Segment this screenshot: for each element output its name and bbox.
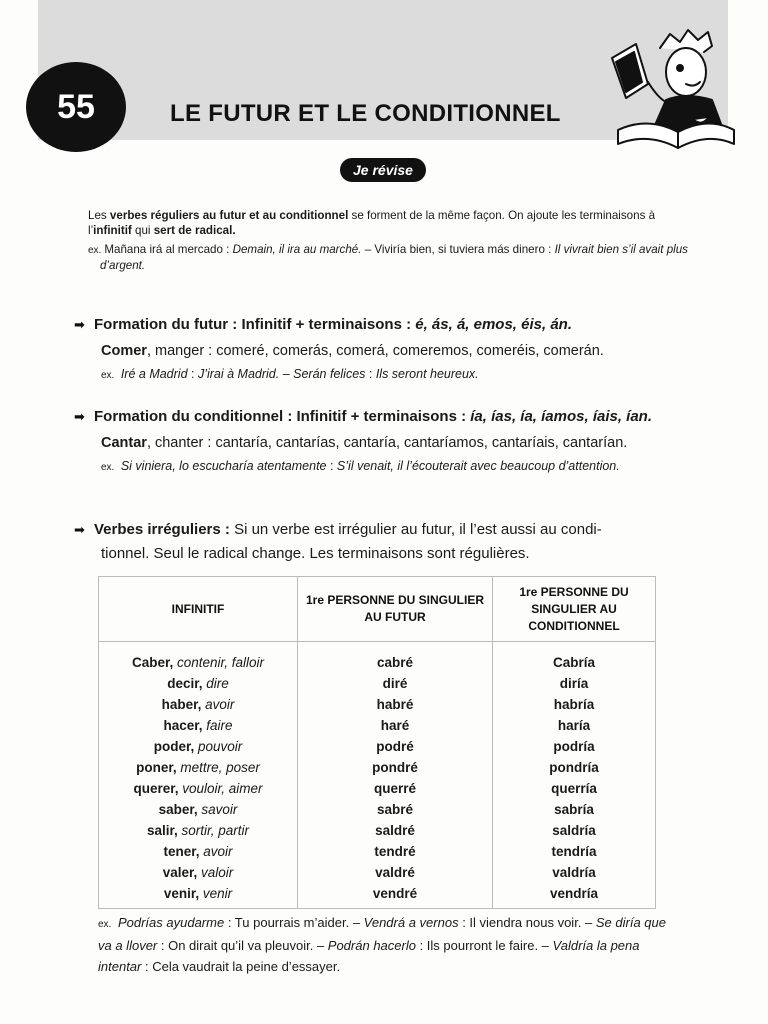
- cell-infinitif: [99, 694, 298, 715]
- section-futur: [74, 314, 714, 385]
- cell-futur: valdré: [298, 862, 493, 883]
- cell-futur: tendré: [298, 841, 493, 862]
- cell-conditionnel: tendría: [493, 841, 656, 862]
- futur-heading-text: Formation du futur : Infinitif + terminaisons :: [94, 316, 416, 333]
- conditionnel-example: [101, 457, 714, 477]
- je-revise-badge: Je révise: [340, 158, 426, 182]
- cell-conditionnel: pondría: [493, 757, 656, 778]
- table-row: [99, 694, 656, 715]
- irreguliers-heading: Verbes irréguliers :: [94, 521, 230, 538]
- example-spanish: Valdría la pena intentar: [98, 938, 640, 974]
- table-row: [99, 673, 656, 694]
- verb: poder,: [153, 739, 195, 754]
- example-label: ex.: [101, 462, 115, 473]
- example-text: : Ils pourront le faire. –: [415, 938, 553, 953]
- cell-conditionnel: diría: [493, 673, 656, 694]
- futur-example: [101, 365, 714, 385]
- arrow-right-icon: ➡: [74, 522, 85, 537]
- cell-conditionnel: valdría: [493, 862, 656, 883]
- cell-infinitif: [99, 820, 298, 841]
- verb: valer,: [162, 865, 198, 880]
- verb: hacer,: [163, 718, 203, 733]
- table-row: [99, 841, 656, 862]
- translation: venir: [202, 886, 233, 901]
- cell-conditionnel: vendría: [493, 883, 656, 909]
- cell-infinitif: [99, 862, 298, 883]
- section-irreguliers: [74, 518, 694, 566]
- cell-infinitif: [99, 799, 298, 820]
- irreguliers-text: tionnel. Seul le radical change. Les terminaisons sont régulières.: [101, 545, 530, 562]
- table-row: [99, 799, 656, 820]
- translation: vouloir, aimer: [182, 781, 263, 796]
- intro-bold: sert de radical.: [153, 224, 236, 237]
- cell-conditionnel: haría: [493, 715, 656, 736]
- irregular-verbs-table: [98, 576, 656, 909]
- example-spanish: Podrías ayudarme: [117, 915, 225, 930]
- irreguliers-line1: [74, 518, 694, 542]
- translation: pouvoir: [198, 739, 243, 754]
- arrow-right-icon: ➡: [74, 317, 85, 332]
- cell-infinitif: [99, 642, 298, 674]
- cell-infinitif: [99, 673, 298, 694]
- translation: sortir, partir: [181, 823, 250, 838]
- intro-paragraph: [88, 208, 688, 273]
- cell-conditionnel: saldría: [493, 820, 656, 841]
- lesson-number: 55: [57, 87, 95, 126]
- arrow-right-icon: ➡: [74, 409, 85, 424]
- cell-conditionnel: querría: [493, 778, 656, 799]
- cell-futur: pondré: [298, 757, 493, 778]
- table-row: [99, 642, 656, 674]
- example-text: :: [326, 459, 337, 473]
- intro-text: se forment de la même façon. On ajoute les terminaisons à l’: [88, 209, 656, 237]
- cell-futur: diré: [298, 673, 493, 694]
- example-spanish: Si viniera, lo escucharía atentamente: [120, 459, 327, 473]
- table-row: [99, 778, 656, 799]
- translation: contenir, falloir: [177, 655, 265, 670]
- irreguliers-text: Si un verbe est irrégulier au futur, il l’est aussi au condi-: [229, 521, 602, 538]
- example-text: : Cela vaudrait la peine d’essayer.: [141, 959, 341, 974]
- verb: saber,: [158, 802, 198, 817]
- intro-rule: [88, 208, 688, 238]
- conditionnel-heading-text: Formation du conditionnel : Infinitif + terminaisons :: [94, 408, 471, 425]
- section-conditionnel: [74, 406, 714, 477]
- example-translation: J’irai à Madrid.: [197, 367, 280, 381]
- example-text: :: [365, 367, 376, 381]
- col-conditionnel: 1re PERSONNE DU SINGULIER AU CONDITIONNEL: [493, 577, 656, 642]
- translation: mettre, poser: [180, 760, 260, 775]
- futur-conjugation: [101, 339, 714, 363]
- translation: savoir: [201, 802, 238, 817]
- cell-futur: habré: [298, 694, 493, 715]
- table-row: [99, 820, 656, 841]
- col-futur: 1re PERSONNE DU SINGULIER AU FUTUR: [298, 577, 493, 642]
- reading-student-illustration: [608, 22, 738, 154]
- lesson-number-badge: [26, 62, 126, 152]
- cell-futur: cabré: [298, 642, 493, 674]
- example-spanish: Podrán hacerlo: [327, 938, 416, 953]
- cell-futur: querré: [298, 778, 493, 799]
- cell-futur: vendré: [298, 883, 493, 909]
- futur-verb: Comer: [101, 343, 147, 359]
- example-label: ex.: [98, 919, 112, 930]
- cell-infinitif: [99, 841, 298, 862]
- example-translation: S’il venait, il l’écouterait avec beaucoup d’attention.: [336, 459, 620, 473]
- example-spanish: Se diría que va a llover: [98, 915, 666, 953]
- verb: decir,: [167, 676, 203, 691]
- example-spanish: Serán felices: [293, 367, 366, 381]
- cell-futur: haré: [298, 715, 493, 736]
- cell-infinitif: [99, 883, 298, 909]
- example-translation: Il vivrait bien s’il avait plus d’argent.: [100, 243, 688, 272]
- verb: poner,: [136, 760, 177, 775]
- intro-text: qui: [131, 224, 154, 237]
- example-spanish: Iré a Madrid: [120, 367, 188, 381]
- example-label: ex.: [101, 370, 115, 381]
- cell-conditionnel: habría: [493, 694, 656, 715]
- futur-conj-text: , manger : comeré, comerás, comerá, comeremos, comeréis, comerán.: [146, 343, 604, 359]
- table-row: [99, 883, 656, 909]
- translation: dire: [206, 676, 229, 691]
- futur-heading: [74, 314, 714, 336]
- page-title: LE FUTUR ET LE CONDITIONNEL: [170, 100, 561, 127]
- verb: haber,: [161, 697, 202, 712]
- example-text: :: [187, 367, 198, 381]
- example-text: Mañana irá al mercado :: [104, 243, 233, 256]
- example-text: –: [279, 367, 294, 381]
- verb: tener,: [163, 844, 200, 859]
- conditionnel-conjugation: [101, 431, 714, 455]
- table-row: [99, 862, 656, 883]
- cell-infinitif: [99, 778, 298, 799]
- futur-endings: é, ás, á, emos, éis, án.: [415, 316, 573, 333]
- translation: valoir: [201, 865, 234, 880]
- cell-futur: saldré: [298, 820, 493, 841]
- table-row: [99, 736, 656, 757]
- translation: avoir: [203, 844, 233, 859]
- verb: Caber,: [131, 655, 174, 670]
- translation: avoir: [205, 697, 235, 712]
- conditionnel-conj-text: , chanter : cantaría, cantarías, cantaría, cantaríamos, cantaríais, cantarían.: [146, 435, 628, 451]
- conditionnel-verb: Cantar: [101, 435, 147, 451]
- table-row: [99, 757, 656, 778]
- conditionnel-heading: [74, 406, 714, 428]
- cell-conditionnel: Cabría: [493, 642, 656, 674]
- cell-conditionnel: sabría: [493, 799, 656, 820]
- cell-conditionnel: podría: [493, 736, 656, 757]
- example-translation: Demain, il ira au marché.: [232, 243, 362, 256]
- conditionnel-endings: ía, ías, ía, íamos, íais, ían.: [470, 408, 653, 425]
- intro-example: [88, 242, 688, 273]
- translation: faire: [206, 718, 233, 733]
- example-text: : Il viendra nous voir. –: [458, 915, 596, 930]
- cell-infinitif: [99, 757, 298, 778]
- intro-text: Les: [88, 209, 110, 222]
- example-translation: Ils seront heureux.: [375, 367, 479, 381]
- verb: salir,: [146, 823, 178, 838]
- final-examples: [98, 912, 678, 977]
- verb: venir,: [163, 886, 200, 901]
- col-infinitif: INFINITIF: [99, 577, 298, 642]
- table-header-row: [99, 577, 656, 642]
- intro-bold: infinitif: [93, 224, 132, 237]
- example-label: ex.: [88, 245, 102, 256]
- cell-futur: sabré: [298, 799, 493, 820]
- intro-bold: verbes réguliers au futur et au conditionnel: [109, 209, 349, 222]
- example-text: : On dirait qu’il va pleuvoir. –: [157, 938, 328, 953]
- verb: querer,: [133, 781, 179, 796]
- cell-infinitif: [99, 715, 298, 736]
- cell-infinitif: [99, 736, 298, 757]
- example-text: – Viviría bien, si tuviera más dinero :: [361, 243, 555, 256]
- table-row: [99, 715, 656, 736]
- example-text: : Tu pourrais m’aider. –: [224, 915, 364, 930]
- cell-futur: podré: [298, 736, 493, 757]
- example-spanish: Vendrá a vernos: [363, 915, 459, 930]
- table-body: [99, 642, 656, 909]
